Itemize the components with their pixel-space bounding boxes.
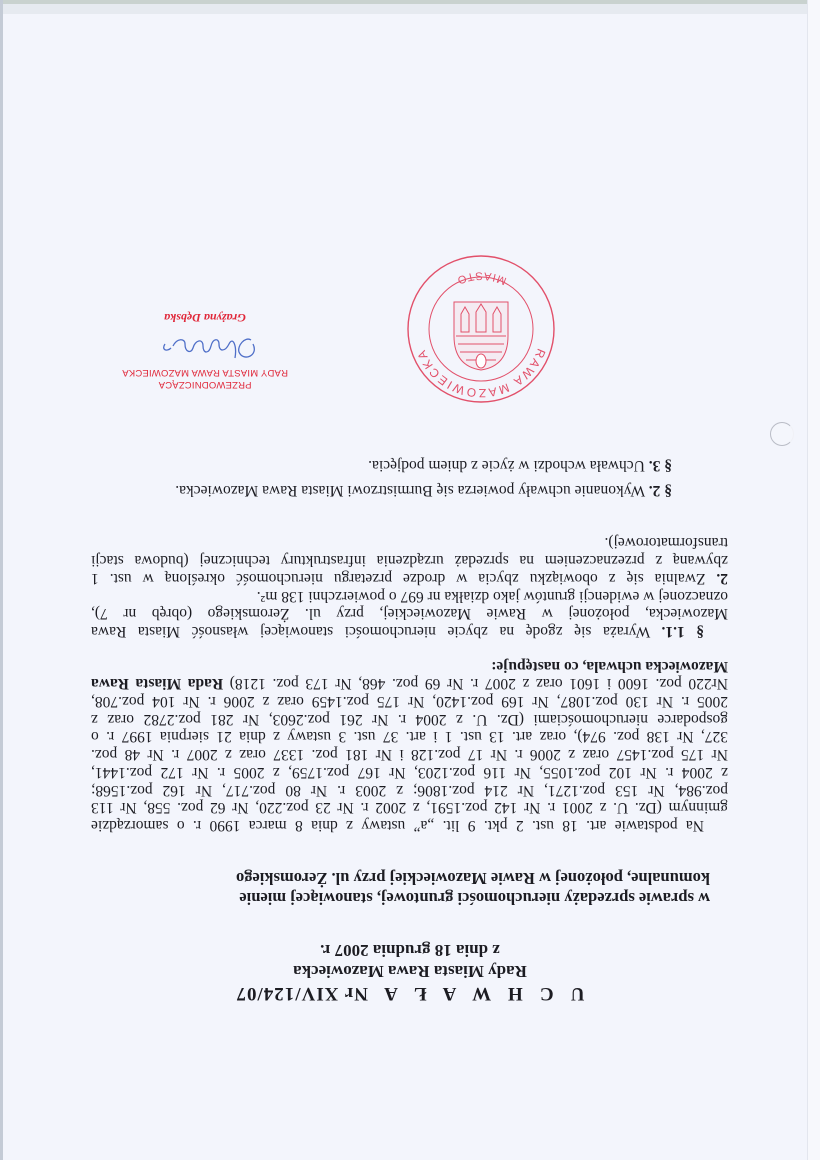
preamble [91,657,728,834]
preamble-line: gospodarce nieruchomościami (Dz. U. z 2004 r. Nr 261 poz.2603, Nr 281 poz.2782 oraz z [91,710,728,728]
handwritten-signature [145,330,265,366]
section-1-line: oznaczonej w ewidencji gruntów jako działka nr 697 o powierzchni 138 m². [256,587,728,605]
subject-line: komunalne, położonej w Rawie Mazowieckiej przy ul. Żeromskiego [235,869,710,888]
section-3-label: § 3. [648,457,672,474]
document-title [0,982,820,1004]
title-block [0,940,820,1004]
preamble-line: poz.984, Nr 153 poz.1271, Nr 214 poz.1806; z 2003 r. Nr 80 poz.717, Nr 162 poz.1568; [91,781,728,799]
signatory-council: RADY MIASTA RAWA MAZOWIECKA [122,367,288,378]
section-1-item-2-line: transformatorowej). [604,534,728,552]
section-1-text: Wyraża się zgodę na zbycie nieruchomości stanowiącej własność Miasta Rawa [91,623,651,640]
section-1-line: Mazowiecka, położonej w Rawie Mazowieckiej, przy ul. Żeromskiego (obręb nr 7), [91,605,728,623]
section-2 [92,481,672,499]
item-2-label: 2. [716,569,728,587]
issuer: Rady Miasta Rawa Mazowiecka [293,962,527,981]
section-1-label: § 1.1. [661,623,704,640]
subject [95,868,710,908]
preamble-line: Nr 175 poz.1457 oraz z 2006 r. Nr 17 poz.128 i Nr 181 poz. 1337 oraz z 2007 r. Nr 48 poz. [91,746,728,764]
section-1 [91,534,728,640]
seal-top-text: RAWA MAZOWIECKA [413,346,549,401]
preamble-line: Na podstawie art. 18 ust. 2 pkt. 9 lit. „a” ustawy z dnia 8 marca 1990 r. o samorządzie [91,817,704,834]
section-1-item-2-line [91,569,728,587]
resolution-number: Nr XIV/124/07 [235,983,368,1004]
preamble-line: Nr220 poz. 1600 i 1601 oraz z 2007 r. Nr 69 poz. 468, Nr 173 poz. 1218) [229,675,728,693]
seal-bottom-text: MIASTO [453,269,509,287]
council-name: Rada Miasta Rawa [90,675,224,693]
section-3-text: Uchwała wchodzi w życie z dniem podjęcia. [368,457,645,474]
signature-block [90,310,320,390]
city-seal-stamp [404,252,558,406]
section-3 [92,456,672,474]
section-2-label: § 2. [648,482,672,499]
preamble-line-with-bold [91,675,728,693]
section-1-line [91,622,728,640]
preamble-line: 327, Nr 138 poz. 974), oraz art. 13 ust. 1 i art. 37 ust. 3 ustawy z dnia 21 sierpnia 1997 r. o [91,728,728,746]
title-word: U C H W A Ł A [378,983,585,1004]
resolution-date: z dnia 18 grudnia 2007 r. [320,941,500,960]
section-2-text: Wykonanie uchwały powierza się Burmistrzowi Miasta Rawa Mazowiecka. [175,482,646,499]
item-2-text: Zwalnia się z obowiązku zbycia w drodze przetargu nieruchomość określoną w ust. 1 [91,569,706,587]
preamble-line: z 2004 r. Nr 102 poz.1055, Nr 116 poz.1203, Nr 167 poz.1759, z 2005 r. Nr 172 poz.1441, [91,763,728,781]
section-1-item-2-line: zbywaną z przeznaczeniem na sprzedaż urządzenia infrastruktury technicznej (budowa stacji [91,552,728,570]
signatory-name: Grażyna Dębska [164,311,246,325]
preamble-line: gminnym (Dz. U. z 2001 r. Nr 142 poz.1591, z 2002 r. Nr 23 poz.220, Nr 62 poz. 558, Nr 113 [91,799,728,817]
coat-of-arms-icon [454,302,508,370]
preamble-line: 2005 r. Nr 130 poz.1087, Nr 169 poz.1420, Nr 175 poz.1459 oraz z 2006 r. Nr 104 poz.708, [91,693,728,711]
enacting-clause: Mazowiecka uchwala, co następuje: [491,657,728,675]
signatory-title: PRZEWODNICZĄCA [158,379,252,390]
subject-line: w sprawie sprzedaży nieruchomości gruntowej, stanowiącej mienie [239,889,710,908]
